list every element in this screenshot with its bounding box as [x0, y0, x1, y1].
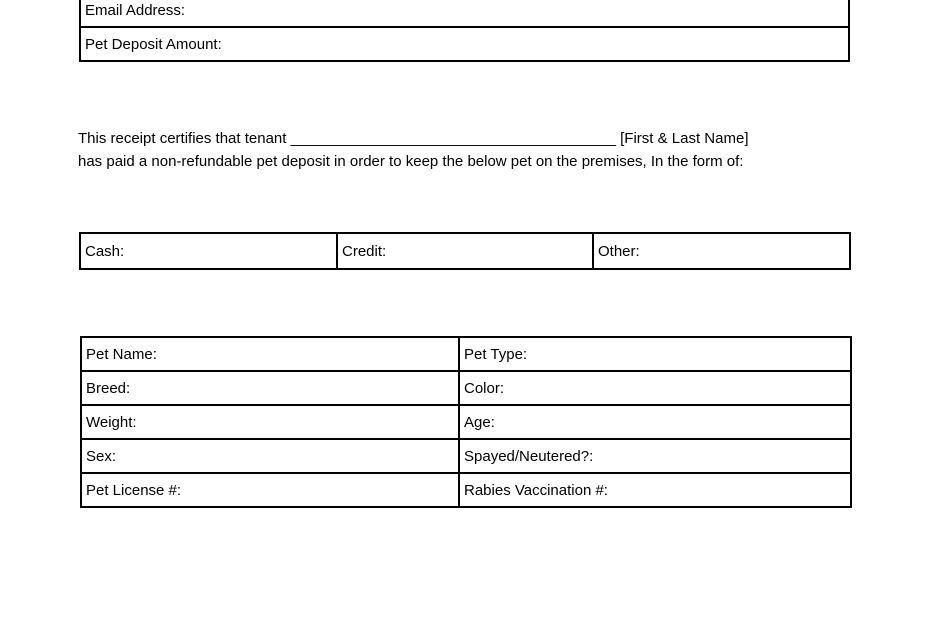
table-row — [80, 0, 849, 27]
statement-line-2: has paid a non-refundable pet deposit in order to keep the below pet on the premises, In the form of: — [78, 153, 744, 170]
spayed-neutered-field[interactable]: Spayed/Neutered?: — [459, 439, 851, 473]
pet-type-field[interactable]: Pet Type: — [459, 337, 851, 371]
statement-line-1: This receipt certifies that tenant _______________________________________ [First & Last Name] — [78, 130, 749, 147]
pet-license-field[interactable]: Pet License #: — [81, 473, 459, 507]
contact-info-table — [79, 0, 850, 62]
table-row — [81, 337, 851, 371]
table-row — [81, 405, 851, 439]
weight-field[interactable]: Weight: — [81, 405, 459, 439]
age-field[interactable]: Age: — [459, 405, 851, 439]
payment-method-table — [79, 232, 851, 270]
pet-name-field[interactable]: Pet Name: — [81, 337, 459, 371]
breed-field[interactable]: Breed: — [81, 371, 459, 405]
rabies-vaccination-field[interactable]: Rabies Vaccination #: — [459, 473, 851, 507]
table-row — [80, 27, 849, 61]
table-row — [81, 371, 851, 405]
sex-field[interactable]: Sex: — [81, 439, 459, 473]
color-field[interactable]: Color: — [459, 371, 851, 405]
receipt-statement — [78, 127, 878, 173]
table-row — [81, 473, 851, 507]
credit-field[interactable]: Credit: — [337, 233, 593, 269]
table-row — [81, 439, 851, 473]
pet-deposit-amount-field[interactable]: Pet Deposit Amount: — [80, 27, 849, 61]
other-field[interactable]: Other: — [593, 233, 850, 269]
email-address-field[interactable]: Email Address: — [80, 0, 849, 27]
pet-info-table — [80, 336, 852, 508]
table-row — [80, 233, 850, 269]
cash-field[interactable]: Cash: — [80, 233, 337, 269]
